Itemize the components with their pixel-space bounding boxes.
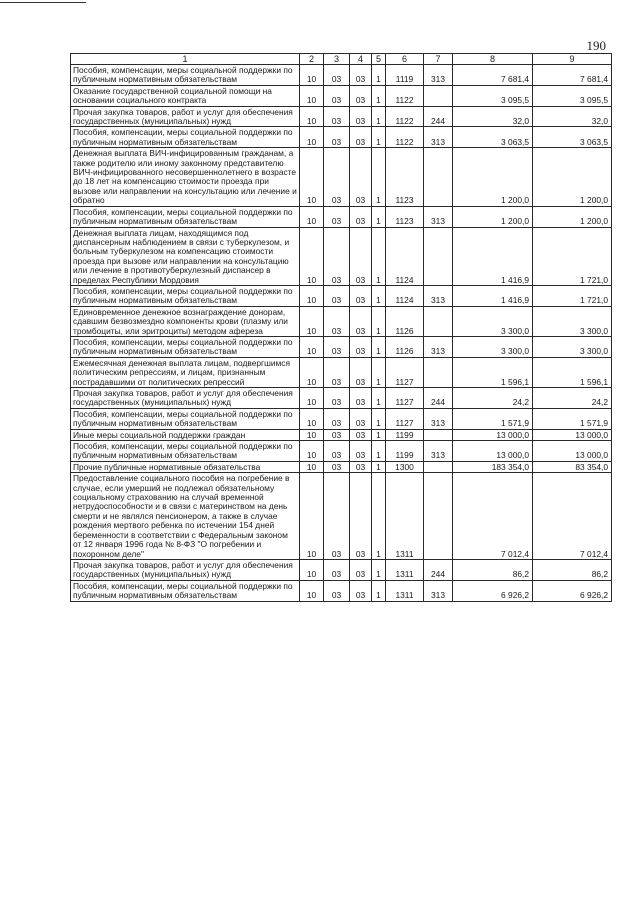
row-description: Пособия, компенсации, меры социальной поддержки по публичным нормативным обязательствам xyxy=(71,206,300,227)
amount-col-9: 7 681,4 xyxy=(533,65,612,86)
amount-col-9: 83 354,0 xyxy=(533,461,612,472)
table-body xyxy=(71,54,612,602)
subsection-code: 03 xyxy=(324,473,350,560)
amount-col-9: 3 095,5 xyxy=(533,85,612,106)
table-row xyxy=(71,429,612,440)
amount-col-9: 13 000,0 xyxy=(533,429,612,440)
table-row xyxy=(71,65,612,86)
column-header: 1 xyxy=(71,54,300,65)
subsection-code: 03 xyxy=(324,285,350,306)
row-description: Пособия, компенсации, меры социальной поддержки по публичным нормативным обязательствам xyxy=(71,441,300,462)
target-article-code: 1124 xyxy=(386,285,424,306)
row-description: Иные меры социальной поддержки граждан xyxy=(71,429,300,440)
table-row xyxy=(71,580,612,601)
program-code: 03 xyxy=(350,580,372,601)
subsection-code: 03 xyxy=(324,580,350,601)
subsection-code: 03 xyxy=(324,357,350,387)
amount-col-9: 86,2 xyxy=(533,559,612,580)
subprogram-code: 1 xyxy=(372,429,386,440)
subsection-code: 03 xyxy=(324,408,350,429)
amount-col-9: 32,0 xyxy=(533,106,612,127)
row-description: Прочая закупка товаров, работ и услуг для обеспечения государственных (муниципальных) нужд xyxy=(71,106,300,127)
expense-type-code: 244 xyxy=(424,388,453,409)
column-header: 6 xyxy=(386,54,424,65)
subsection-code: 03 xyxy=(324,65,350,86)
table-row xyxy=(71,85,612,106)
section-code: 10 xyxy=(300,285,324,306)
budget-table xyxy=(70,53,612,602)
subsection-code: 03 xyxy=(324,106,350,127)
expense-type-code: 313 xyxy=(424,127,453,148)
subprogram-code: 1 xyxy=(372,148,386,206)
target-article-code: 1122 xyxy=(386,85,424,106)
expense-type-code xyxy=(424,306,453,336)
column-header: 2 xyxy=(300,54,324,65)
table-row xyxy=(71,408,612,429)
section-code: 10 xyxy=(300,441,324,462)
column-header: 7 xyxy=(424,54,453,65)
column-header: 5 xyxy=(372,54,386,65)
subprogram-code: 1 xyxy=(372,106,386,127)
expense-type-code xyxy=(424,473,453,560)
program-code: 03 xyxy=(350,85,372,106)
table-row xyxy=(71,285,612,306)
program-code: 03 xyxy=(350,148,372,206)
subsection-code: 03 xyxy=(324,227,350,285)
target-article-code: 1123 xyxy=(386,206,424,227)
amount-col-9: 6 926,2 xyxy=(533,580,612,601)
program-code: 03 xyxy=(350,65,372,86)
section-code: 10 xyxy=(300,148,324,206)
subsection-code: 03 xyxy=(324,388,350,409)
subprogram-code: 1 xyxy=(372,127,386,148)
section-code: 10 xyxy=(300,388,324,409)
subprogram-code: 1 xyxy=(372,227,386,285)
section-code: 10 xyxy=(300,559,324,580)
expense-type-code: 313 xyxy=(424,408,453,429)
amount-col-8: 3 095,5 xyxy=(453,85,533,106)
amount-col-9: 3 300,0 xyxy=(533,306,612,336)
subprogram-code: 1 xyxy=(372,65,386,86)
subprogram-code: 1 xyxy=(372,388,386,409)
subsection-code: 03 xyxy=(324,85,350,106)
subprogram-code: 1 xyxy=(372,357,386,387)
target-article-code: 1127 xyxy=(386,357,424,387)
expense-type-code: 313 xyxy=(424,336,453,357)
amount-col-8: 183 354,0 xyxy=(453,461,533,472)
subsection-code: 03 xyxy=(324,336,350,357)
amount-col-9: 1 721,0 xyxy=(533,285,612,306)
table-row xyxy=(71,336,612,357)
target-article-code: 1199 xyxy=(386,429,424,440)
subprogram-code: 1 xyxy=(372,336,386,357)
table-row xyxy=(71,227,612,285)
row-description: Прочие публичные нормативные обязательства xyxy=(71,461,300,472)
amount-col-8: 3 300,0 xyxy=(453,306,533,336)
amount-col-8: 86,2 xyxy=(453,559,533,580)
target-article-code: 1127 xyxy=(386,408,424,429)
table-row xyxy=(71,306,612,336)
table-row xyxy=(71,559,612,580)
row-description: Прочая закупка товаров, работ и услуг для обеспечения государственных (муниципальных) нужд xyxy=(71,559,300,580)
row-description: Единовременное денежное вознаграждение донорам, сдавшим безвозмездно компоненты крови (плазму или тромбоциты, или эритроциты) методом афереза xyxy=(71,306,300,336)
target-article-code: 1199 xyxy=(386,441,424,462)
target-article-code: 1311 xyxy=(386,559,424,580)
target-article-code: 1124 xyxy=(386,227,424,285)
amount-col-8: 32,0 xyxy=(453,106,533,127)
section-code: 10 xyxy=(300,357,324,387)
program-code: 03 xyxy=(350,473,372,560)
subsection-code: 03 xyxy=(324,148,350,206)
row-description: Прочая закупка товаров, работ и услуг для обеспечения государственных (муниципальных) нужд xyxy=(71,388,300,409)
amount-col-9: 3 300,0 xyxy=(533,336,612,357)
row-description: Оказание государственной социальной помощи на основании социального контракта xyxy=(71,85,300,106)
expense-type-code xyxy=(424,461,453,472)
section-code: 10 xyxy=(300,206,324,227)
section-code: 10 xyxy=(300,106,324,127)
amount-col-9: 24,2 xyxy=(533,388,612,409)
expense-type-code: 313 xyxy=(424,285,453,306)
amount-col-8: 6 926,2 xyxy=(453,580,533,601)
amount-col-9: 3 063,5 xyxy=(533,127,612,148)
amount-col-8: 24,2 xyxy=(453,388,533,409)
subprogram-code: 1 xyxy=(372,473,386,560)
target-article-code: 1127 xyxy=(386,388,424,409)
table-header-row xyxy=(71,54,612,65)
section-code: 10 xyxy=(300,429,324,440)
page-number: 190 xyxy=(586,38,606,53)
subprogram-code: 1 xyxy=(372,461,386,472)
row-description: Денежная выплата ВИЧ-инфицированным гражданам, а также родителю или иному законному представителю ВИЧ-инфицированного несовершеннолетнего в возрасте до 18 лет на компенсацию стоимости проезда при вызове или направлении на консультацию или лечение и обратно xyxy=(71,148,300,206)
column-header: 8 xyxy=(453,54,533,65)
section-code: 10 xyxy=(300,306,324,336)
program-code: 03 xyxy=(350,441,372,462)
expense-type-code: 313 xyxy=(424,441,453,462)
amount-col-8: 1 571,9 xyxy=(453,408,533,429)
table-row xyxy=(71,473,612,560)
column-header: 4 xyxy=(350,54,372,65)
row-description: Пособия, компенсации, меры социальной поддержки по публичным нормативным обязательствам xyxy=(71,285,300,306)
subprogram-code: 1 xyxy=(372,559,386,580)
top-rule xyxy=(0,2,86,3)
section-code: 10 xyxy=(300,408,324,429)
column-header: 3 xyxy=(324,54,350,65)
target-article-code: 1300 xyxy=(386,461,424,472)
row-description: Пособия, компенсации, меры социальной поддержки по публичным нормативным обязательствам xyxy=(71,65,300,86)
program-code: 03 xyxy=(350,559,372,580)
subprogram-code: 1 xyxy=(372,206,386,227)
amount-col-8: 3 063,5 xyxy=(453,127,533,148)
amount-col-8: 13 000,0 xyxy=(453,441,533,462)
amount-col-9: 7 012,4 xyxy=(533,473,612,560)
target-article-code: 1311 xyxy=(386,580,424,601)
row-description: Пособия, компенсации, меры социальной поддержки по публичным нормативным обязательствам xyxy=(71,127,300,148)
subsection-code: 03 xyxy=(324,429,350,440)
amount-col-8: 1 596,1 xyxy=(453,357,533,387)
program-code: 03 xyxy=(350,461,372,472)
program-code: 03 xyxy=(350,227,372,285)
expense-type-code: 313 xyxy=(424,580,453,601)
expense-type-code: 244 xyxy=(424,559,453,580)
amount-col-8: 7 012,4 xyxy=(453,473,533,560)
section-code: 10 xyxy=(300,65,324,86)
target-article-code: 1311 xyxy=(386,473,424,560)
program-code: 03 xyxy=(350,206,372,227)
section-code: 10 xyxy=(300,227,324,285)
expense-type-code xyxy=(424,429,453,440)
subsection-code: 03 xyxy=(324,441,350,462)
subprogram-code: 1 xyxy=(372,580,386,601)
subprogram-code: 1 xyxy=(372,285,386,306)
expense-type-code: 244 xyxy=(424,106,453,127)
program-code: 03 xyxy=(350,336,372,357)
program-code: 03 xyxy=(350,127,372,148)
section-code: 10 xyxy=(300,473,324,560)
expense-type-code xyxy=(424,85,453,106)
table-row xyxy=(71,106,612,127)
amount-col-8: 1 416,9 xyxy=(453,227,533,285)
amount-col-9: 1 571,9 xyxy=(533,408,612,429)
subsection-code: 03 xyxy=(324,127,350,148)
section-code: 10 xyxy=(300,336,324,357)
section-code: 10 xyxy=(300,461,324,472)
table-row xyxy=(71,357,612,387)
subprogram-code: 1 xyxy=(372,441,386,462)
table-row xyxy=(71,206,612,227)
program-code: 03 xyxy=(350,306,372,336)
target-article-code: 1119 xyxy=(386,65,424,86)
subsection-code: 03 xyxy=(324,206,350,227)
table-row xyxy=(71,441,612,462)
row-description: Предоставление социального пособия на погребение в случае, если умерший не подлежал обязательному социальному страхованию на случай временной нетрудоспособности и в связи с материнством на день смерти и не являлся пенсионером, а также в случае рождения мертвого ребенка по истечении 154 дней беременности в соответствии с Федеральным законом от 12 января 1996 года № 8-ФЗ "О погребении и похоронном деле" xyxy=(71,473,300,560)
subsection-code: 03 xyxy=(324,559,350,580)
program-code: 03 xyxy=(350,285,372,306)
table-row xyxy=(71,461,612,472)
row-description: Пособия, компенсации, меры социальной поддержки по публичным нормативным обязательствам xyxy=(71,336,300,357)
amount-col-8: 1 416,9 xyxy=(453,285,533,306)
program-code: 03 xyxy=(350,388,372,409)
amount-col-8: 1 200,0 xyxy=(453,148,533,206)
subprogram-code: 1 xyxy=(372,306,386,336)
section-code: 10 xyxy=(300,580,324,601)
subsection-code: 03 xyxy=(324,461,350,472)
expense-type-code xyxy=(424,227,453,285)
section-code: 10 xyxy=(300,127,324,148)
amount-col-8: 1 200,0 xyxy=(453,206,533,227)
table-row xyxy=(71,127,612,148)
program-code: 03 xyxy=(350,429,372,440)
program-code: 03 xyxy=(350,106,372,127)
target-article-code: 1122 xyxy=(386,127,424,148)
table-row xyxy=(71,388,612,409)
target-article-code: 1126 xyxy=(386,306,424,336)
target-article-code: 1126 xyxy=(386,336,424,357)
row-description: Пособия, компенсации, меры социальной поддержки по публичным нормативным обязательствам xyxy=(71,408,300,429)
amount-col-8: 7 681,4 xyxy=(453,65,533,86)
subprogram-code: 1 xyxy=(372,408,386,429)
amount-col-9: 1 200,0 xyxy=(533,206,612,227)
column-header: 9 xyxy=(533,54,612,65)
amount-col-9: 13 000,0 xyxy=(533,441,612,462)
table-row xyxy=(71,148,612,206)
row-description: Пособия, компенсации, меры социальной поддержки по публичным нормативным обязательствам xyxy=(71,580,300,601)
amount-col-8: 13 000,0 xyxy=(453,429,533,440)
expense-type-code: 313 xyxy=(424,206,453,227)
amount-col-9: 1 200,0 xyxy=(533,148,612,206)
section-code: 10 xyxy=(300,85,324,106)
amount-col-9: 1 596,1 xyxy=(533,357,612,387)
program-code: 03 xyxy=(350,408,372,429)
amount-col-8: 3 300,0 xyxy=(453,336,533,357)
row-description: Денежная выплата лицам, находящимся под диспансерным наблюдением в связи с туберкулезом, и больным туберкулезом на компенсацию стоимости проезда при вызове или направлении на консультацию или лечение в противотуберкулезный диспансер в пределах Республики Мордовия xyxy=(71,227,300,285)
subsection-code: 03 xyxy=(324,306,350,336)
expense-type-code xyxy=(424,148,453,206)
row-description: Ежемесячная денежная выплата лицам, подвергшимся политическим репрессиям, и лицам, признанным пострадавшими от политических репрессий xyxy=(71,357,300,387)
target-article-code: 1123 xyxy=(386,148,424,206)
program-code: 03 xyxy=(350,357,372,387)
amount-col-9: 1 721,0 xyxy=(533,227,612,285)
target-article-code: 1122 xyxy=(386,106,424,127)
subprogram-code: 1 xyxy=(372,85,386,106)
expense-type-code xyxy=(424,357,453,387)
expense-type-code: 313 xyxy=(424,65,453,86)
